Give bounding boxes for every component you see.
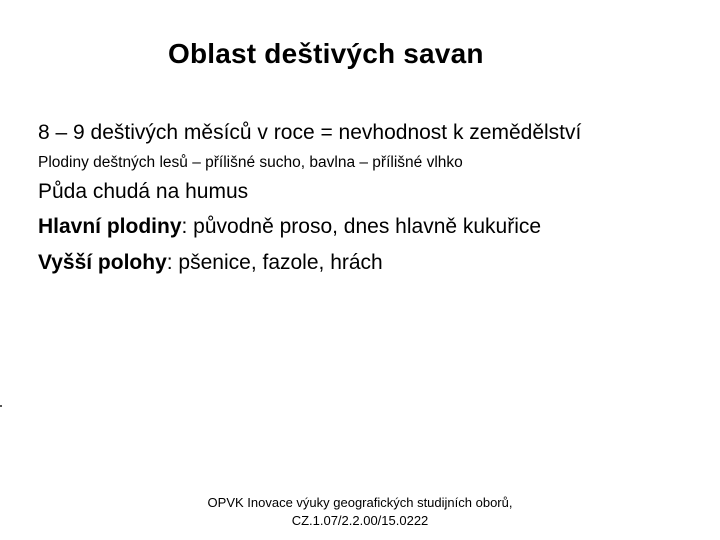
bullet-rainforest-crops: Plodiny deštných lesů – přílišné sucho, bavlna – přílišné vlhko (38, 154, 463, 171)
higher-altitudes-text: : pšenice, fazole, hrách (166, 251, 383, 274)
higher-altitudes-label: Vyšší polohy (38, 251, 167, 274)
footer-line-1: OPVK Inovace výuky geografických studijních oborů, (207, 495, 513, 510)
bullet-higher-altitudes (38, 251, 383, 275)
slide-footer (180, 494, 540, 530)
main-crops-label: Hlavní plodiny (38, 215, 182, 238)
main-crops-text: : původně proso, dnes hlavně kukuřice (181, 215, 542, 238)
bullet-main-crops (38, 215, 541, 239)
bullet-rainy-months: 8 – 9 deštivých měsíců v roce = nevhodnost k zemědělství (38, 121, 582, 144)
footer-line-2: CZ.1.07/2.2.00/15.0222 (291, 513, 429, 528)
edge-mark (0, 405, 2, 407)
bullet-soil: Půda chudá na humus (38, 180, 249, 203)
slide-title: Oblast deštivých savan (168, 38, 484, 69)
